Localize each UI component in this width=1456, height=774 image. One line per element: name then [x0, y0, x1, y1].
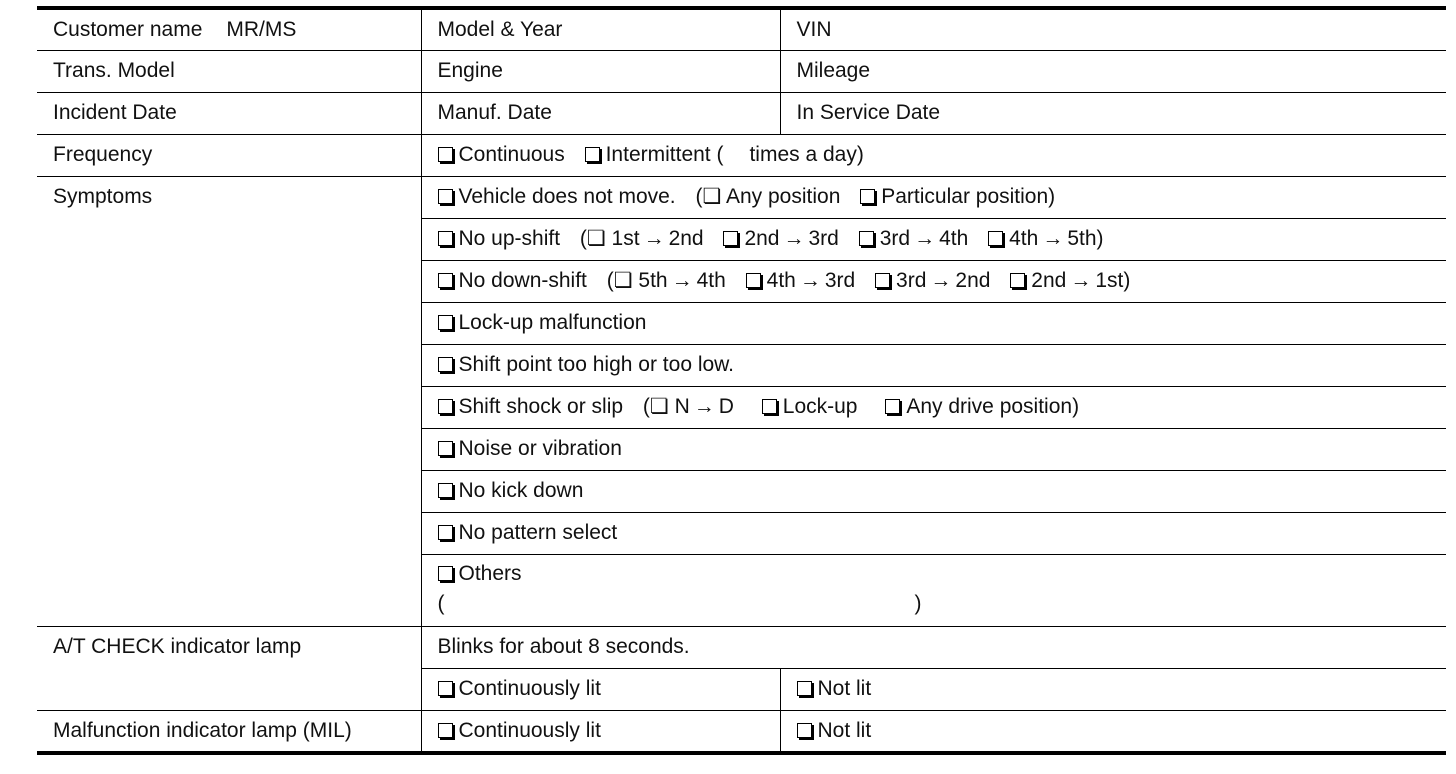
model-year-cell[interactable] — [421, 8, 780, 51]
no-downshift-checkbox[interactable] — [438, 273, 453, 288]
row-mil — [37, 711, 1446, 754]
upshift-1-2[interactable]: (❏ 1st → 2nd — [579, 227, 704, 250]
times-a-day-label: times a day) — [749, 143, 864, 166]
intermittent-checkbox[interactable] — [585, 147, 600, 162]
in-service-date-cell[interactable] — [780, 93, 1446, 135]
upshift-2-3-checkbox[interactable] — [723, 231, 738, 246]
model-year-label: Model & Year — [437, 18, 563, 41]
downshift-2-1-checkbox[interactable] — [1010, 273, 1025, 288]
arrow-icon: → — [643, 227, 665, 250]
lockup-malfunction-checkbox[interactable] — [438, 315, 453, 330]
at-check-blinks[interactable] — [421, 627, 1446, 669]
shift-point-label: Shift point too high or too low. — [458, 353, 735, 376]
vin-cell[interactable] — [780, 8, 1446, 51]
downshift-5-4[interactable]: (❏ 5th → 4th — [606, 269, 726, 292]
continuous-checkbox[interactable] — [438, 147, 453, 162]
manuf-date-cell[interactable] — [421, 93, 780, 135]
at-check-lit-cell — [421, 669, 780, 711]
pattern-select-label: No pattern select — [458, 521, 618, 544]
symptom-no-downshift: No down-shift (❏ 5th → 4th 4th → 3rd 3rd → 2nd 2nd → 1st) — [421, 261, 1446, 303]
lockup-label: Lock-up — [782, 395, 858, 418]
any-position-label[interactable]: (❏ Any position — [695, 185, 841, 208]
diagnostic-worksheet — [37, 6, 1446, 755]
particular-position-checkbox[interactable] — [860, 189, 875, 204]
blinks-label: Blinks for about 8 seconds. — [437, 635, 690, 658]
row-symptom-not-move — [37, 177, 1446, 219]
any-drive-label: Any drive position) — [906, 395, 1080, 418]
mileage-label: Mileage — [796, 59, 871, 82]
at-check-not-lit-cell — [780, 669, 1446, 711]
noise-checkbox[interactable] — [438, 441, 453, 456]
shift-shock-label: Shift shock or slip — [458, 395, 624, 418]
engine-cell[interactable] — [421, 51, 780, 93]
mil-lit-checkbox[interactable] — [438, 723, 453, 738]
symptom-shift-shock — [421, 387, 1446, 429]
shift-point-checkbox[interactable] — [438, 357, 453, 372]
symptom-others — [421, 555, 1446, 627]
frequency-label: Frequency — [53, 143, 153, 166]
symptom-noise — [421, 429, 1446, 471]
particular-position-label: Particular position) — [881, 185, 1056, 208]
at-check-lit-label: Continuously lit — [458, 677, 601, 700]
no-downshift-label: No down-shift — [458, 269, 587, 292]
mil-not-lit-label: Not lit — [817, 719, 872, 742]
mil-label-cell — [37, 711, 421, 754]
lockup-checkbox[interactable] — [762, 399, 777, 414]
mileage-cell[interactable] — [780, 51, 1446, 93]
others-input[interactable]: ( ) — [437, 592, 922, 615]
row-trans — [37, 51, 1446, 93]
kick-down-checkbox[interactable] — [438, 483, 453, 498]
mil-not-lit-cell — [780, 711, 1446, 754]
intermittent-label: Intermittent ( — [605, 143, 724, 166]
kick-down-label: No kick down — [458, 479, 584, 502]
downshift-3-2-checkbox[interactable] — [875, 273, 890, 288]
manuf-date-label: Manuf. Date — [437, 101, 552, 124]
incident-date-label: Incident Date — [53, 101, 177, 124]
row-frequency — [37, 135, 1446, 177]
upshift-4-5-checkbox[interactable] — [988, 231, 1003, 246]
in-service-date-label: In Service Date — [796, 101, 941, 124]
at-check-lit-checkbox[interactable] — [438, 681, 453, 696]
any-drive-checkbox[interactable] — [885, 399, 900, 414]
not-move-checkbox[interactable] — [438, 189, 453, 204]
symptom-pattern-select — [421, 513, 1446, 555]
mil-lit-cell — [421, 711, 780, 754]
vin-label: VIN — [796, 18, 832, 41]
symptom-no-upshift: No up-shift (❏ 1st → 2nd 2nd → 3rd 3rd → 4th 4th → 5th) — [421, 219, 1446, 261]
arrow-icon: → — [783, 227, 805, 250]
at-check-not-lit-checkbox[interactable] — [797, 681, 812, 696]
downshift-4-3-checkbox[interactable] — [746, 273, 761, 288]
symptom-not-move — [421, 177, 1446, 219]
lockup-malfunction-label: Lock-up malfunction — [458, 311, 647, 334]
pattern-select-checkbox[interactable] — [438, 525, 453, 540]
engine-label: Engine — [437, 59, 503, 82]
arrow-icon: → — [693, 395, 715, 418]
trans-model-cell[interactable] — [37, 51, 421, 93]
frequency-label-cell — [37, 135, 421, 177]
arrow-icon: → — [930, 269, 952, 292]
symptoms-label: Symptoms — [53, 185, 153, 208]
customer-name-cell[interactable] — [37, 8, 421, 51]
noise-label: Noise or vibration — [458, 437, 622, 460]
not-move-label: Vehicle does not move. — [458, 185, 676, 208]
symptom-shift-point — [421, 345, 1446, 387]
at-check-not-lit-label: Not lit — [817, 677, 872, 700]
no-upshift-checkbox[interactable] — [438, 231, 453, 246]
arrow-icon: → — [799, 269, 821, 292]
mil-lit-label: Continuously lit — [458, 719, 601, 742]
no-upshift-label: No up-shift — [458, 227, 561, 250]
arrow-icon: → — [1042, 227, 1064, 250]
row-at-check-blinks — [37, 627, 1446, 669]
mil-label: Malfunction indicator lamp (MIL) — [53, 719, 352, 742]
mil-not-lit-checkbox[interactable] — [797, 723, 812, 738]
row-customer — [37, 8, 1446, 51]
others-checkbox[interactable] — [438, 566, 453, 581]
shift-shock-checkbox[interactable] — [438, 399, 453, 414]
symptom-kick-down — [421, 471, 1446, 513]
arrow-icon: → — [1070, 269, 1092, 292]
row-incident — [37, 93, 1446, 135]
n-to-d-option[interactable]: (❏ N → D — [642, 395, 734, 418]
symptoms-label-cell — [37, 177, 421, 627]
frequency-options — [421, 135, 1446, 177]
upshift-3-4-checkbox[interactable] — [859, 231, 874, 246]
arrow-icon: → — [914, 227, 936, 250]
at-check-label: A/T CHECK indicator lamp — [53, 635, 302, 658]
continuous-label: Continuous — [458, 143, 565, 166]
at-check-label-cell — [37, 627, 421, 711]
others-label: Others — [458, 562, 522, 585]
symptom-lockup-malfunction — [421, 303, 1446, 345]
arrow-icon: → — [671, 269, 693, 292]
incident-date-cell[interactable] — [37, 93, 421, 135]
customer-name-label: Customer name — [53, 18, 203, 41]
trans-model-label: Trans. Model — [53, 59, 175, 82]
customer-prefix: MR/MS — [226, 18, 297, 41]
